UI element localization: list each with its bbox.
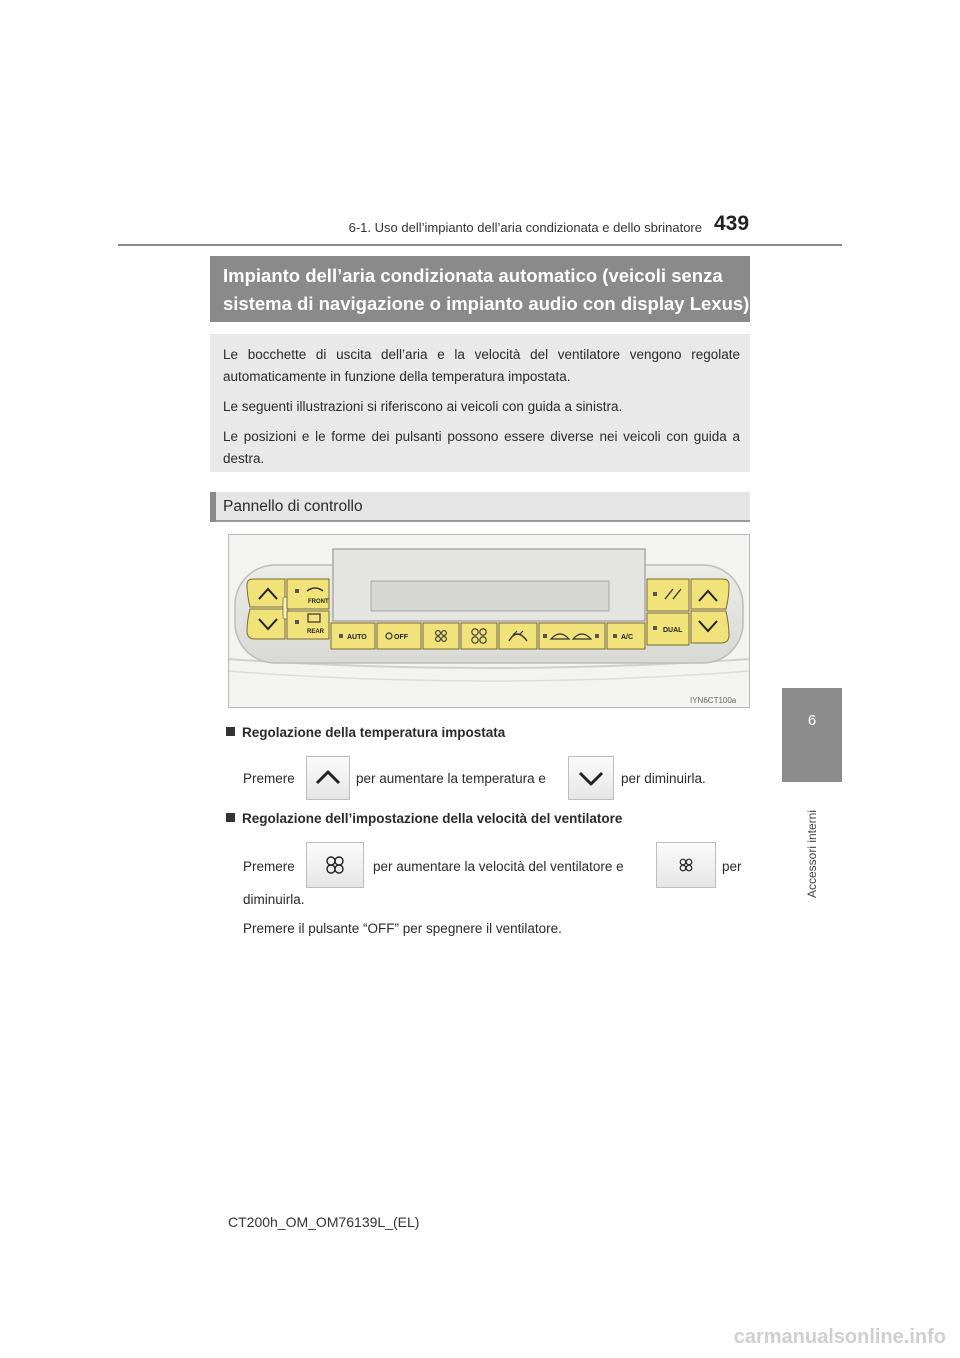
fan-text-3: per — [722, 859, 742, 874]
control-panel-illustration — [228, 534, 750, 708]
intro-box — [210, 334, 750, 472]
subsection-title: Pannello di controllo — [223, 498, 363, 515]
fan-text-4: diminuirla. — [243, 892, 305, 907]
subsection-accent — [210, 492, 216, 522]
chapter-tab-number: 6 — [807, 712, 817, 729]
temperature-text-2: per aumentare la temperatura e — [356, 771, 546, 786]
fan-text-1: Premere — [243, 859, 295, 874]
fan-text-2: per aumentare la velocità del ventilatore e — [373, 859, 624, 874]
temperature-heading — [226, 725, 505, 740]
dual-button-label: DUAL — [663, 627, 683, 634]
intro-paragraph-2: Le seguenti illustrazioni si riferiscono ai veicoli con guida a sinistra. — [223, 399, 623, 414]
chapter-tab — [782, 688, 842, 782]
temp-down-button-icon — [568, 756, 614, 800]
temperature-heading-text: Regolazione della temperatura impostata — [242, 725, 506, 740]
rear-button-label: REAR — [307, 629, 325, 635]
temperature-text-1: Premere — [243, 771, 295, 786]
ac-button-label: A/C — [621, 634, 634, 641]
header-rule — [118, 244, 842, 246]
fan-heading — [226, 811, 622, 826]
auto-button-label: AUTO — [347, 634, 367, 641]
fan-off-note: Premere il pulsante “OFF” per spegnere il ventilatore. — [243, 921, 562, 936]
section-title-line2: sistema di navigazione o impianto audio con display Lexus) — [223, 293, 750, 314]
front-button-label: FRONT — [308, 599, 329, 605]
bullet-square-icon — [226, 813, 235, 822]
fan-up-button-icon — [306, 842, 364, 888]
section-title — [210, 256, 750, 322]
control-panel-svg — [229, 535, 749, 707]
section-title-line1: Impianto dell’aria condizionata automatico (veicoli senza — [223, 265, 723, 286]
bullet-square-icon — [226, 727, 235, 736]
intro-paragraph-3: Le posizioni e le forme dei pulsanti possono essere diverse nei veicoli con guida a destra. — [223, 429, 740, 466]
temp-up-button-icon — [306, 756, 350, 800]
document-code: CT200h_OM_OM76139L_(EL) — [228, 1214, 420, 1230]
chapter-tab-label-text: Accessori interni — [805, 809, 819, 899]
off-button-label: OFF — [394, 634, 408, 641]
watermark: carmanualsonline.info — [733, 1326, 946, 1348]
fan-down-button-icon — [656, 842, 716, 888]
page-number: 439 — [714, 212, 750, 235]
chapter-tab-label — [802, 790, 822, 918]
intro-paragraph-1: Le bocchette di uscita dell’aria e la velocità del ventilatore vengono regolate automaticamente in funzione della temperatura impostata. — [223, 347, 740, 384]
chapter-title: 6-1. Uso dell’impianto dell’aria condizionata e dello sbrinatore — [348, 220, 702, 235]
fan-heading-text: Regolazione dell’impostazione della velocità del ventilatore — [242, 811, 623, 826]
illustration-code: IYN6CT100a — [690, 696, 737, 705]
temperature-text-3: per diminuirla. — [621, 771, 706, 786]
